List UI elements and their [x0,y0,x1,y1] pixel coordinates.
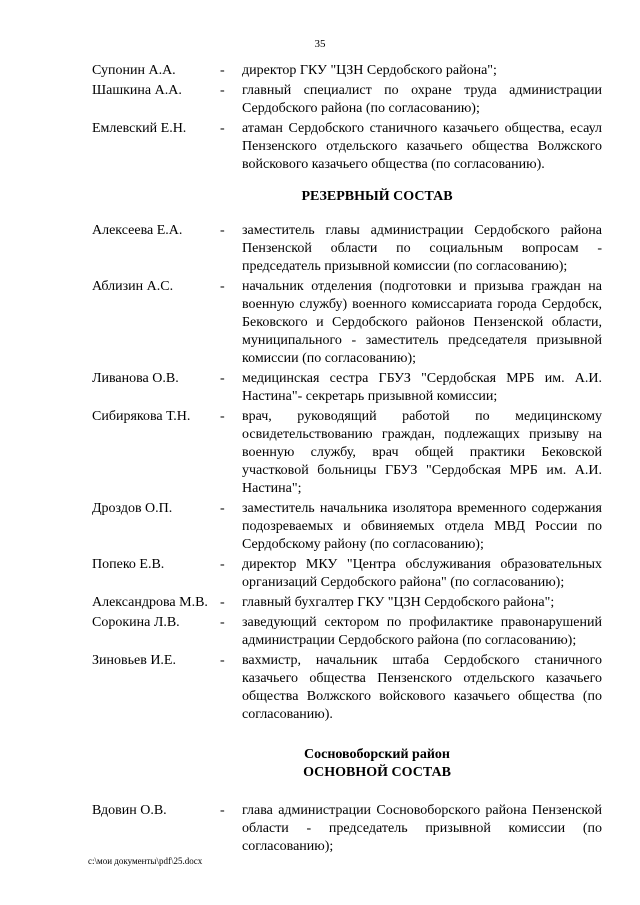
member-name: Сибирякова Т.Н. [92,409,191,424]
district-heading: Сосновоборский район [304,747,450,762]
member-entry [92,556,602,592]
member-position: вахмистр, начальник штаба Сердобского станичного казачьего общества Пензенского отдельского казачьего общества Волжского войскового казачьего общества (по согласованию). [242,653,602,722]
dash-separator: - [220,409,225,424]
member-entry [92,370,602,406]
dash-separator: - [220,121,225,136]
member-position: заместитель начальника изолятора временного содержания подозреваемых и обвиняемых отдела МВД России по Сердобскому району (по согласованию); [242,501,602,552]
member-position: директор ГКУ "ЦЗН Сердобского района"; [242,63,497,78]
member-position: директор МКУ "Центра обслуживания образовательных организаций Сердобского района" (по согласованию); [242,557,602,590]
member-entry [92,652,602,724]
member-name: Шашкина А.А. [92,83,182,98]
member-position: глава администрации Сосновоборского района Пензенской области - председатель призывной комиссии (по согласованию); [242,803,602,854]
member-name: Аблизин А.С. [92,279,174,294]
member-entry [92,82,602,118]
member-name: Супонин А.А. [92,63,176,78]
member-name: Ливанова О.В. [92,371,179,386]
member-position: начальник отделения (подготовки и призыва граждан на военную службу) военного комиссариата города Сердобск, Бековского и Сердобского районов Пензенской области, муниципального - заместитель председателя призывной комиссии (по согласованию); [242,279,602,366]
reserve-entries [92,222,602,724]
member-entry [92,278,602,368]
dash-separator: - [220,501,225,516]
dash-separator: - [220,615,225,630]
main-heading: ОСНОВНОЙ СОСТАВ [303,765,451,780]
member-entry [92,62,602,80]
page-number: 35 [314,38,326,50]
footer-file-path: c:\мои документы\pdf\25.docx [88,856,203,866]
main-entries [92,802,602,856]
member-name: Алексеева Е.А. [92,223,183,238]
member-name: Попеко Е.В. [92,557,165,572]
document-body [92,62,602,858]
dash-separator: - [220,653,225,668]
member-position: медицинская сестра ГБУЗ "Сердобская МРБ им. А.И. Настина"- секретарь призывной комиссии; [242,371,602,404]
member-name: Емлевский Е.Н. [92,121,187,136]
member-position: заведующий сектором по профилактике правонарушений администрации Сердобского района (по согласованию); [242,615,602,648]
dash-separator: - [220,595,225,610]
dash-separator: - [220,803,225,818]
dash-separator: - [220,223,225,238]
member-name: Зиновьев И.Е. [92,653,176,668]
member-position: главный бухгалтер ГКУ "ЦЗН Сердобского района"; [242,595,555,610]
member-entry [92,802,602,856]
dash-separator: - [220,557,225,572]
member-position: заместитель главы администрации Сердобского района Пензенской области по социальным вопросам - председатель призывной комиссии (по согласованию); [242,223,602,274]
dash-separator: - [220,371,225,386]
dash-separator: - [220,83,225,98]
member-position: атаман Сердобского станичного казачьего общества, есаул Пензенского отдельского казачьего общества Волжского войскового казачьего общества (по согласованию). [242,121,602,172]
member-entry [92,408,602,498]
member-position: главный специалист по охране труда администрации Сердобского района (по согласованию); [242,83,602,116]
dash-separator: - [220,279,225,294]
section-entries [92,62,602,174]
member-name: Александрова М.В. [92,595,208,610]
member-name: Дроздов О.П. [92,501,173,516]
reserve-heading: РЕЗЕРВНЫЙ СОСТАВ [301,189,453,204]
member-name: Сорокина Л.В. [92,615,180,630]
dash-separator: - [220,63,225,78]
member-position: врач, руководящий работой по медицинскому освидетельствованию граждан, подлежащих призыву на военную службу, врач общей практики Бековской участковой больницы ГБУЗ "Сердобская МРБ им. А.И. Настина"; [242,409,602,496]
member-entry [92,594,602,612]
member-name: Вдовин О.В. [92,803,167,818]
member-entry [92,222,602,276]
member-entry [92,120,602,174]
member-entry [92,500,602,554]
member-entry [92,614,602,650]
